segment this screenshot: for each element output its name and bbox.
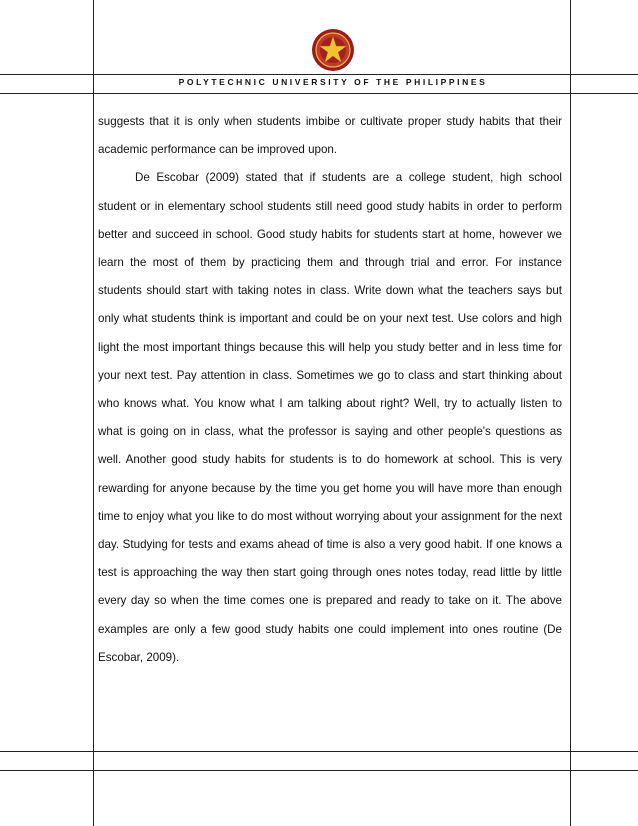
footer-bottom-rule <box>0 770 638 771</box>
header-top-rule <box>0 74 638 75</box>
header-bottom-rule <box>0 93 638 94</box>
left-margin-line <box>93 0 94 826</box>
paragraph-continuation: suggests that it is only when students imbibe or cultivate proper study habits that their academic performance can be improved upon. <box>98 115 562 157</box>
right-margin-line <box>570 0 571 826</box>
paragraph-de-escobar: De Escobar (2009) stated that if students are a college student, high school student or in elementary school students still need good study habits in order to perform better and succeed in school. Good study habits for students start at home, however we learn the most of them by practicing them and through trial and error. For instance students should start with taking notes in class. Write down what the teachers says but only what students think is important and could be on your next test. Use colors and high light the most important things because this will help you study better and in less time for your next test. Pay attention in class. Sometimes we go to class and start thinking about who knows what. You know what I am talking about right? Well, try to actually listen to what is going on in class, what the professor is saying and other people's questions as well. Another good study habits for students is to do homework at school. This is very rewarding for anyone because by the time you get home you will have more than enough time to enjoy what you like to do most without worrying about your assignment for the next day. Studying for tests and exams ahead of time is also a very good habit. If one knows a test is approaching the way then start going through ones notes today, read little by little every day so when the time comes one is prepared and ready to take on it. The above examples are only a few good study habits one could implement into ones routine (De Escobar, 2009). <box>98 171 562 664</box>
university-header: POLYTECHNIC UNIVERSITY OF THE PHILIPPINES <box>178 77 488 87</box>
university-seal-icon <box>311 28 355 72</box>
document-body <box>98 108 562 672</box>
footer-top-rule <box>0 751 638 752</box>
